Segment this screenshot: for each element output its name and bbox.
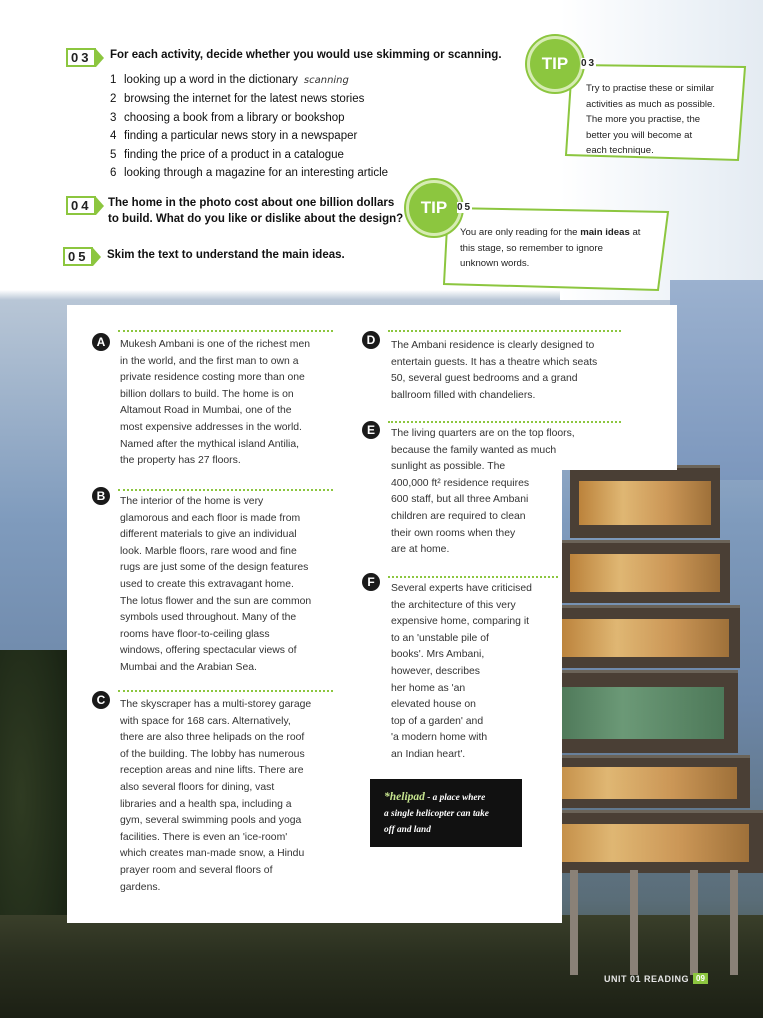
tip-05-number: 05: [457, 202, 473, 213]
tip-03-icon: TIP: [527, 36, 583, 92]
paragraph-d-badge: D: [362, 331, 380, 349]
unit-label: UNIT 01 READING: [604, 973, 690, 984]
glossary-box: *helipad - a place where a single helicopter can take off and land: [370, 779, 522, 847]
badge-arrow-icon: [96, 49, 104, 67]
list-item: 5 finding the price of a product in a catalogue: [110, 148, 344, 161]
question-05-badge: 05: [63, 247, 101, 266]
badge-arrow-icon: [93, 248, 101, 266]
paragraph-e: The living quarters are on the top floors, because the family wanted as much sunlight as possible. The 400,000 ft² residence requires 600 staff, but all three Ambani children are required to clean their own rooms when they are at home.: [391, 428, 575, 556]
background-sky-patch: [670, 280, 763, 480]
paragraph-b: The interior of the home is very glamorous and each floor is made from different materials to give an individual look. Marble floors, rare wood and fine rugs are just some of the design features used to create this extravagant home. The lotus flower and the sun are common symbols used throughout. Many of the rooms have floor-to-ceiling glass windows, offering spectacular views of Mumbai and the Arabian Sea.: [120, 496, 312, 673]
question-04-text: The home in the photo cost about one billion dollars to build. What do you like or dislike about the design?: [108, 197, 404, 225]
handwritten-answer: scanning: [303, 75, 349, 86]
list-item: 2 browsing the internet for the latest news stories: [110, 93, 365, 106]
divider: [388, 421, 621, 423]
paragraph-f: Several experts have criticised the architecture of this very expensive home, comparing it to an 'unstable pile of books'. Mrs Ambani, however, describes her home as 'an elevated house on top of a garden' and 'a modern home with an Indian heart'.: [391, 583, 532, 760]
list-item: 4 finding a particular news story in a newspaper: [110, 130, 358, 143]
divider: [388, 330, 621, 332]
divider: [118, 489, 333, 491]
page-number: 09: [693, 973, 708, 984]
list-item: 6 looking through a magazine for an interesting article: [110, 167, 389, 180]
tip-05-icon: TIP: [406, 180, 462, 236]
divider: [118, 690, 333, 692]
question-03-badge: 03: [66, 48, 104, 67]
paragraph-c-badge: C: [92, 691, 110, 709]
paragraph-e-badge: E: [362, 421, 380, 439]
paragraph-f-badge: F: [362, 573, 380, 591]
paragraph-a-badge: A: [92, 333, 110, 351]
paragraph-b-badge: B: [92, 487, 110, 505]
divider: [118, 330, 333, 332]
question-05-text: Skim the text to understand the main ideas.: [107, 249, 345, 261]
question-03-text: For each activity, decide whether you would use skimming or scanning.: [110, 49, 502, 61]
list-item: 1 looking up a word in the dictionary scanning: [110, 74, 349, 86]
list-item: 3 choosing a book from a library or bookshop: [110, 111, 345, 124]
question-04-badge: 04: [66, 196, 104, 215]
tip-03-number: 03: [581, 58, 597, 69]
activity-list: [110, 71, 388, 182]
tip-03-text: Try to practise these or similar activities as much as possible. The more you practise, the better you will become at each technique.: [586, 83, 716, 156]
glossary-term: *helipad: [384, 791, 425, 803]
tip-05-text: You are only reading for the main ideas at this stage, so remember to ignore unknown words.: [460, 227, 641, 269]
paragraph-c: The skyscraper has a multi-storey garage with space for 168 cars. Alternatively, there are also three helipads on the roof of the building. The lobby has numerous reception areas and nine lifts. There are also several floors for dining, vast libraries and a health spa, including a gym, several swimming pools and yoga facilities. There is even an 'ice-room' which creates man-made snow, a Hindu prayer room and several floors of gardens.: [120, 699, 312, 893]
paragraph-d: The Ambani residence is clearly designed to entertain guests. It has a theatre which seats 50, several guest bedrooms and a grand ballroom filled with chandeliers.: [391, 340, 598, 401]
divider: [388, 576, 558, 578]
page-footer: [604, 973, 708, 984]
paragraph-a: Mukesh Ambani is one of the richest men in the world, and the first man to own a private residence costing more than one billion dollars to build. The home is on Altamout Road in Mumbai, one of the most expensive addresses in the world. Named after the mythical island Antilia, the property has 27 floors.: [120, 339, 311, 467]
badge-arrow-icon: [96, 197, 104, 215]
